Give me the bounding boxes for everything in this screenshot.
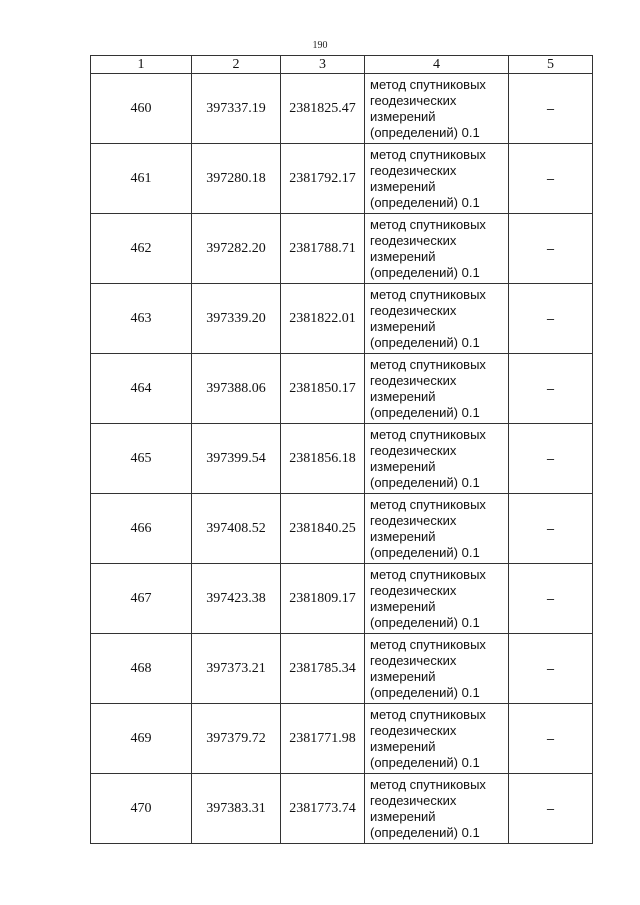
point-number-cell: 466: [91, 494, 192, 564]
point-number-cell: 470: [91, 774, 192, 844]
point-number-cell: 460: [91, 74, 192, 144]
note-cell: –: [509, 74, 593, 144]
table-header-row: [91, 56, 593, 74]
x-coordinate-cell: 397388.06: [192, 354, 281, 424]
y-coordinate-cell: 2381840.25: [281, 494, 365, 564]
table-row: [91, 774, 593, 844]
table-row: [91, 144, 593, 214]
table-row: [91, 424, 593, 494]
y-coordinate-cell: 2381809.17: [281, 564, 365, 634]
point-number-cell: 462: [91, 214, 192, 284]
method-cell: метод спутниковых геодезических измерений (определений) 0.1: [365, 354, 509, 424]
note-cell: –: [509, 634, 593, 704]
note-cell: –: [509, 284, 593, 354]
x-coordinate-cell: 397339.20: [192, 284, 281, 354]
note-cell: –: [509, 214, 593, 284]
column-header-5: 5: [509, 56, 593, 74]
x-coordinate-cell: 397337.19: [192, 74, 281, 144]
point-number-cell: 463: [91, 284, 192, 354]
table-row: [91, 214, 593, 284]
table-row: [91, 494, 593, 564]
note-cell: –: [509, 144, 593, 214]
y-coordinate-cell: 2381771.98: [281, 704, 365, 774]
method-cell: метод спутниковых геодезических измерений (определений) 0.1: [365, 424, 509, 494]
column-header-3: 3: [281, 56, 365, 74]
table-row: [91, 284, 593, 354]
y-coordinate-cell: 2381856.18: [281, 424, 365, 494]
y-coordinate-cell: 2381773.74: [281, 774, 365, 844]
note-cell: –: [509, 354, 593, 424]
column-header-2: 2: [192, 56, 281, 74]
point-number-cell: 465: [91, 424, 192, 494]
point-number-cell: 464: [91, 354, 192, 424]
x-coordinate-cell: 397408.52: [192, 494, 281, 564]
y-coordinate-cell: 2381792.17: [281, 144, 365, 214]
method-cell: метод спутниковых геодезических измерений (определений) 0.1: [365, 774, 509, 844]
x-coordinate-cell: 397379.72: [192, 704, 281, 774]
y-coordinate-cell: 2381788.71: [281, 214, 365, 284]
table-row: [91, 74, 593, 144]
table-row: [91, 564, 593, 634]
point-number-cell: 468: [91, 634, 192, 704]
y-coordinate-cell: 2381785.34: [281, 634, 365, 704]
x-coordinate-cell: 397280.18: [192, 144, 281, 214]
table-row: [91, 704, 593, 774]
note-cell: –: [509, 494, 593, 564]
table-row: [91, 354, 593, 424]
method-cell: метод спутниковых геодезических измерений (определений) 0.1: [365, 494, 509, 564]
point-number-cell: 469: [91, 704, 192, 774]
note-cell: –: [509, 424, 593, 494]
page-number: 190: [312, 40, 328, 51]
method-cell: метод спутниковых геодезических измерений (определений) 0.1: [365, 144, 509, 214]
x-coordinate-cell: 397282.20: [192, 214, 281, 284]
note-cell: –: [509, 774, 593, 844]
x-coordinate-cell: 397383.31: [192, 774, 281, 844]
method-cell: метод спутниковых геодезических измерений (определений) 0.1: [365, 704, 509, 774]
y-coordinate-cell: 2381825.47: [281, 74, 365, 144]
x-coordinate-cell: 397423.38: [192, 564, 281, 634]
coordinates-table: [90, 55, 593, 844]
y-coordinate-cell: 2381822.01: [281, 284, 365, 354]
column-header-4: 4: [365, 56, 509, 74]
table-row: [91, 634, 593, 704]
y-coordinate-cell: 2381850.17: [281, 354, 365, 424]
x-coordinate-cell: 397399.54: [192, 424, 281, 494]
column-header-1: 1: [91, 56, 192, 74]
method-cell: метод спутниковых геодезических измерений (определений) 0.1: [365, 284, 509, 354]
note-cell: –: [509, 704, 593, 774]
method-cell: метод спутниковых геодезических измерений (определений) 0.1: [365, 214, 509, 284]
method-cell: метод спутниковых геодезических измерений (определений) 0.1: [365, 564, 509, 634]
note-cell: –: [509, 564, 593, 634]
point-number-cell: 461: [91, 144, 192, 214]
point-number-cell: 467: [91, 564, 192, 634]
method-cell: метод спутниковых геодезических измерений (определений) 0.1: [365, 74, 509, 144]
x-coordinate-cell: 397373.21: [192, 634, 281, 704]
method-cell: метод спутниковых геодезических измерений (определений) 0.1: [365, 634, 509, 704]
